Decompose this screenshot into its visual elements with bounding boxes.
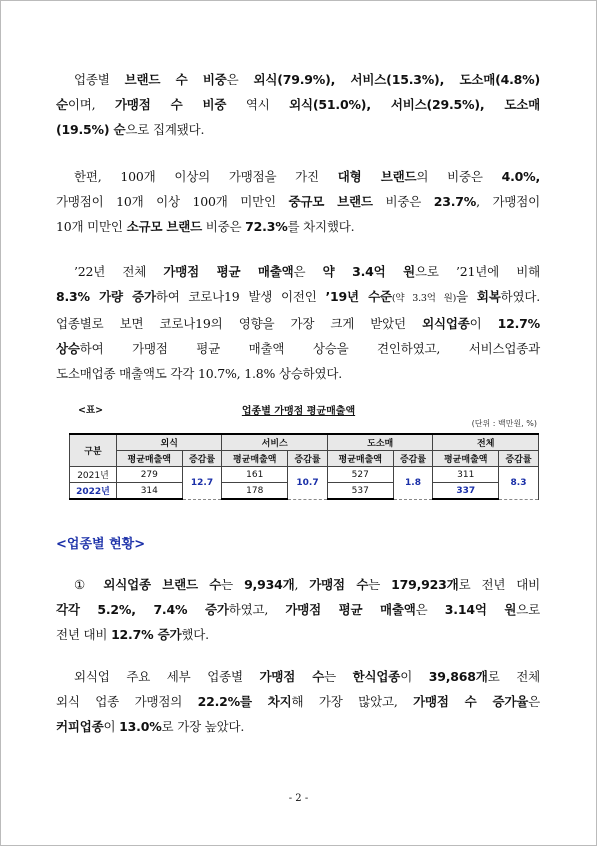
year-cell: 2021년 [70,467,117,483]
text-line: 순이며, 가맹점 수 비중 역시 외식(51.0%), 서비스(29.5%), 도소매 [56,97,541,112]
group-header: 도소매 [327,434,432,451]
group-header: 외식 [117,434,222,451]
text-line: ① 외식업종 브랜드 수는 9,934개, 가맹점 수는 179,923개로 전년 대비 [74,577,541,592]
sub-header: 증감률 [499,451,539,467]
text-line: 커피업종이 13.0%로 가장 높았다. [56,719,245,734]
text-line: 10개 미만인 소규모 브랜드 비중은 72.3%를 차지했다. [56,219,355,234]
sub-header: 증감률 [288,451,328,467]
paragraph-food-subsectors [56,664,540,739]
group-header: 전체 [433,434,539,451]
section-title: <업종별 현황> [56,537,146,552]
group-header: 서비스 [222,434,327,451]
text-line: 각각 5.2%, 7.4% 증가하였고, 가맹점 평균 매출액은 3.14억 원으로 [56,602,540,617]
table-caption: <표> [78,405,104,416]
value-cell: 279 [117,467,183,483]
rate-cell: 1.8 [393,467,433,500]
text-line: 한편, 100개 이상의 가맹점을 가진 대형 브랜드의 비중은 4.0%, [74,169,540,184]
text-line: 상승하여 가맹점 평균 매출액 상승을 견인하였고, 서비스업종과 [56,341,540,356]
sub-header: 평균매출액 [117,451,183,467]
sales-table [69,433,539,500]
sub-header: 평균매출액 [327,451,393,467]
value-cell: 537 [327,483,393,500]
value-cell: 178 [222,483,288,500]
paragraph-brand-size [56,164,540,239]
value-cell: 527 [327,467,393,483]
value-cell: 311 [433,467,499,483]
sub-header: 평균매출액 [433,451,499,467]
sub-header: 증감률 [393,451,433,467]
text-line: (19.5%) 순으로 집계됐다. [56,122,205,137]
paragraph-food-service [56,572,540,647]
table-row [70,467,539,483]
value-cell: 161 [222,467,288,483]
sub-header: 평균매출액 [222,451,288,467]
year-cell: 2022년 [70,483,117,500]
paragraph-average-sales [56,259,540,386]
text-line: 8.3% 가량 증가하여 코로나19 발생 이전인 ’19년 수준(약 3.3억 원)을 회복하였다. [56,289,541,304]
text-line: 외식업 주요 세부 업종별 가맹점 수는 한식업종이 39,868개로 전체 [74,669,541,684]
table-title: 업종별 가맹점 평균매출액 [241,406,356,417]
table-unit: (단위 : 백만원, %) [471,419,537,428]
page-number: - 2 - [288,793,309,804]
text-line: 가맹점이 10개 이상 100개 미만인 중규모 브랜드 비중은 23.7%, 가맹점이 [56,194,540,209]
value-cell: 314 [117,483,183,500]
text-line: 업종별 브랜드 수 비중은 외식(79.9%), 서비스(15.3%), 도소매(4.8%) [74,72,541,87]
rate-cell: 8.3 [499,467,539,500]
text-line: 업종별로 보면 코로나19의 영향을 가장 크게 받았던 외식업종이 12.7% [56,316,540,331]
col-group-header: 구분 [70,434,117,467]
rate-cell: 10.7 [288,467,328,500]
text-line: 전년 대비 12.7% 증가했다. [56,627,209,642]
paragraph-brand-share [56,67,540,142]
text-line: 외식 업종 가맹점의 22.2%를 차지해 가장 많았고, 가맹점 수 증가율은 [56,694,540,709]
text-line: 도소매업종 매출액도 각각 10.7%, 1.8% 상승하였다. [56,366,343,381]
value-cell: 337 [433,483,499,500]
rate-cell: 12.7 [182,467,222,500]
sub-header: 증감률 [182,451,222,467]
text-line: ’22년 전체 가맹점 평균 매출액은 약 3.4억 원으로 ’21년에 비해 [74,264,540,279]
